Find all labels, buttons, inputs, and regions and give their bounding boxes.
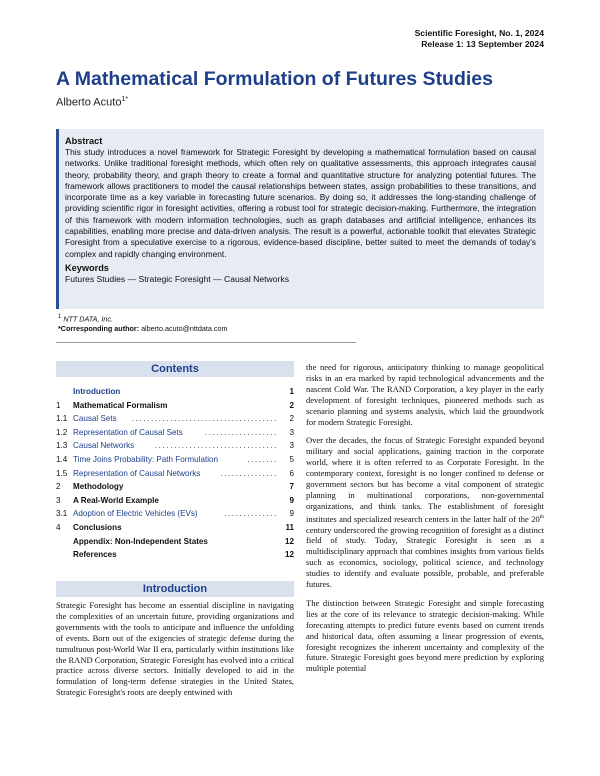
toc-title[interactable]: Methodology xyxy=(73,482,124,492)
author-line xyxy=(56,96,128,109)
toc-page-number: 9 xyxy=(289,495,294,505)
toc-entry[interactable] xyxy=(56,507,294,521)
toc-title[interactable]: Time Joins Probability: Path Formulation xyxy=(73,454,218,464)
introduction-paragraph: Strategic Foresight has become an essential discipline in navigating the complexities of an uncertain future, providing organizations and governments with the tools to anticipate and influence the unfolding of events. Born out of the exigencies of strategic defense during the tumultuous post-World War II era, particularly within institutions like the RAND Corporation, Strategic Foresight has evolved into a critical practice across diverse sectors. Initially developed to aid in the formulation of long-term defense strategies in the United States, Strategic Foresight's roots are deeply entwined with xyxy=(56,600,294,698)
toc-number: 2 xyxy=(56,482,61,492)
keywords-heading: Keywords xyxy=(65,262,109,273)
right-column xyxy=(306,362,544,682)
toc-entry[interactable] xyxy=(56,494,294,508)
abstract-text: This study introduces a novel framework for Strategic Foresight by developing a mathematical formulation based on causal networks. Unlike traditional foresight methods, which often rely on qualitative assessments, this approach integrates causal theory, probability theory, and graph theory to create a formal and quantitative structure for analyzing potential futures. The framework allows practitioners to model the causal relationships between states, assign probabilities to these transitions, and incorporate time as a key variable in forecasting future scenarios. By doing so, it addresses the long-standing challenge of providing scientific rigor in foresight activities, offering a robust tool for strategic decision-making. Furthermore, the integration of this framework with modern information technologies, such as graph databases and artificial intelligence, enhances its capabilities, enabling more precise and data-driven analysis. The result is a powerful, actionable toolkit that elevates Strategic Foresight from a speculative exercise to a rigorous, evidence-based discipline, better suited to meet the demands of today's complex and rapidly changing environment. xyxy=(65,147,536,259)
toc-title[interactable]: Causal Networks xyxy=(73,441,135,451)
paragraph-3: The distinction between Strategic Foresight and simple forecasting lies at the core of its relevance to strategic decision-making. While forecasting attempts to predict future events based on current trends and historical data, often assuming a linear progression of events, foresight recognizes the inherent uncertainty and complexity of the future. Strategic Foresight goes beyond mere prediction by exploring multiple potential xyxy=(306,597,544,674)
toc-title[interactable]: References xyxy=(73,550,117,560)
toc-entry[interactable] xyxy=(56,521,294,535)
toc-title[interactable]: Mathematical Formalism xyxy=(73,400,168,410)
toc-entry[interactable] xyxy=(56,439,294,453)
toc-entry[interactable] xyxy=(56,412,294,426)
toc-entry[interactable] xyxy=(56,467,294,481)
journal-name: Scientific Foresight, No. 1, 2024 xyxy=(414,28,544,38)
toc-leader-dots: ................... xyxy=(204,427,278,437)
toc-entry[interactable] xyxy=(56,480,294,494)
toc-page-number: 2 xyxy=(289,400,294,410)
toc-number: 1.5 xyxy=(56,468,68,478)
toc-page-number: 2 xyxy=(289,414,294,424)
toc-entry[interactable] xyxy=(56,535,294,549)
toc-number: 3 xyxy=(56,495,61,505)
toc-title[interactable]: Representation of Causal Networks xyxy=(73,468,201,478)
corresponding-label: *Corresponding author: xyxy=(58,324,140,334)
toc-title[interactable]: Representation of Causal Sets xyxy=(73,427,183,437)
affiliation-mark: 1 xyxy=(58,314,62,320)
ordinal-suffix: th xyxy=(539,513,544,520)
paragraph-2 xyxy=(306,435,544,590)
toc-page-number: 6 xyxy=(289,468,294,478)
corresponding-email[interactable]: alberto.acuto@nttdata.com xyxy=(141,324,228,334)
toc-leader-dots: ........ xyxy=(247,454,278,464)
toc-leader-dots: ...................................... xyxy=(131,414,278,424)
table-of-contents xyxy=(56,385,294,562)
toc-page-number: 11 xyxy=(285,522,294,532)
toc-page-number: 5 xyxy=(289,454,294,464)
paragraph-2-part-a: Over the decades, the focus of Strategic Foresight expanded beyond military and social applications, gaining traction in the corporate world, where it is often referred to as Corporate Foresight. In the contemporary context, foresight is no longer confined to defense or government sectors but has become a vital component of strategic planning in multinational corporations, non-governmental organizations, and think tanks. The establishment of foresight institutes and specialized research centers in the latter half of the 20 xyxy=(306,435,544,524)
toc-number: 1.4 xyxy=(56,454,68,464)
journal-info xyxy=(415,28,544,50)
toc-title[interactable]: Introduction xyxy=(73,387,121,396)
toc-entry[interactable] xyxy=(56,453,294,467)
toc-number: 1.2 xyxy=(56,427,68,437)
toc-page-number: 9 xyxy=(289,509,294,519)
affiliation-block xyxy=(58,312,227,334)
toc-page-number: 3 xyxy=(289,441,294,451)
toc-page-number: 12 xyxy=(284,536,294,546)
toc-number: 1.1 xyxy=(56,414,68,424)
author-name: Alberto Acuto xyxy=(56,96,122,109)
toc-title[interactable]: Conclusions xyxy=(73,522,122,532)
keywords-text: Futures Studies — Strategic Foresight — Causal Networks xyxy=(65,273,289,284)
toc-number: 3.1 xyxy=(56,509,68,519)
author-marks: 1* xyxy=(121,96,129,103)
toc-title[interactable]: Causal Sets xyxy=(73,414,117,424)
toc-number: 1.3 xyxy=(56,441,68,451)
toc-leader-dots: ................................ xyxy=(154,441,278,451)
release-date: Release 1: 13 September 2024 xyxy=(421,39,544,49)
toc-entry[interactable] xyxy=(56,399,294,413)
toc-number: 1 xyxy=(56,400,61,410)
introduction-heading: Introduction xyxy=(56,581,294,597)
toc-number: 4 xyxy=(56,522,61,532)
toc-title[interactable]: Appendix: Non-Independent States xyxy=(73,536,208,546)
paragraph-2-part-b: century underscored the growing recognition of foresight as a distinct field of study. Today, Strategic Foresight is seen as a multidisciplinary approach that combines insights from various fields such as economics, sociology, political science, and technology studies to identify and evaluate possible, probable, and preferable futures. xyxy=(306,524,544,590)
paragraph-1: the need for rigorous, anticipatory thinking to manage geopolitical risks in an era marked by rapid technological advancements and the nascent Cold War. The RAND Corporation, a key player in the early development of foresight techniques, pioneered methods such as scenario planning and systems analysis, which laid the groundwork for modern Strategic Foresight. xyxy=(306,362,544,427)
affiliation-org: NTT DATA, Inc. xyxy=(63,314,113,324)
toc-page-number: 7 xyxy=(289,482,294,492)
abstract-box xyxy=(56,129,544,309)
toc-page-number: 1 xyxy=(289,387,294,396)
contents-heading: Contents xyxy=(56,361,294,377)
footnote-divider xyxy=(56,342,356,343)
toc-leader-dots: .............. xyxy=(224,509,278,519)
toc-entry[interactable] xyxy=(56,548,294,562)
toc-page-number: 3 xyxy=(289,427,294,437)
toc-title[interactable]: Adoption of Electric Vehicles (EVs) xyxy=(73,509,198,519)
paper-title: A Mathematical Formulation of Futures Studies xyxy=(56,68,493,90)
abstract-heading: Abstract xyxy=(65,136,103,146)
toc-title[interactable]: A Real-World Example xyxy=(73,495,159,505)
toc-entry[interactable] xyxy=(56,385,294,399)
toc-page-number: 12 xyxy=(284,550,294,560)
toc-entry[interactable] xyxy=(56,426,294,440)
toc-leader-dots: ............... xyxy=(220,468,278,478)
